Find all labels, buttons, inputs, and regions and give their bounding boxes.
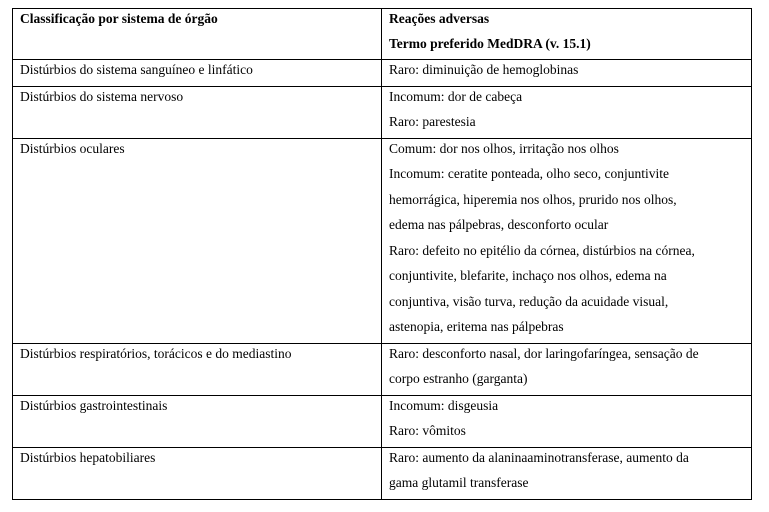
organ-system-label: Distúrbios oculares <box>20 140 125 156</box>
organ-system-label: Distúrbios hepatobiliares <box>20 449 156 465</box>
header-organ-system <box>13 9 382 60</box>
header-meddra-term-label: Termo preferido MedDRA (v. 15.1) <box>389 36 591 51</box>
reaction-line: corpo estranho (garganta) <box>389 371 528 386</box>
organ-system-cell <box>13 447 382 499</box>
adverse-reactions-cell <box>382 395 752 447</box>
reaction-line: astenopia, eritema nas pálpebras <box>389 319 564 334</box>
reaction-line: Raro: parestesia <box>389 114 476 129</box>
reaction-line: hemorrágica, hiperemia nos olhos, prurido nos olhos, <box>389 191 677 207</box>
table-row <box>13 138 752 343</box>
reaction-line: conjuntivite, blefarite, inchaço nos olhos, edema na <box>389 268 667 283</box>
organ-system-label: Distúrbios do sistema sanguíneo e linfático <box>20 62 253 77</box>
reaction-line: Incomum: dor de cabeça <box>389 88 523 104</box>
reaction-line: Incomum: ceratite ponteada, olho seco, conjuntivite <box>389 166 670 181</box>
table-row <box>13 86 752 138</box>
reaction-line: Raro: diminuição de hemoglobinas <box>389 62 579 77</box>
adverse-reactions-cell <box>382 343 752 395</box>
reaction-line: Raro: aumento da alaninaaminotransferase, aumento da <box>389 449 689 465</box>
organ-system-label: Distúrbios gastrointestinais <box>20 397 168 413</box>
reaction-line: Raro: defeito no epitélio da córnea, distúrbios na córnea, <box>389 242 695 258</box>
header-adverse-reactions <box>382 9 752 60</box>
adverse-reactions-cell <box>382 86 752 138</box>
organ-system-label: Distúrbios respiratórios, torácicos e do mediastino <box>20 345 292 361</box>
table-row <box>13 60 752 87</box>
table-row <box>13 343 752 395</box>
adverse-reactions-cell <box>382 138 752 343</box>
organ-system-cell <box>13 343 382 395</box>
table-row <box>13 447 752 499</box>
header-organ-system-label: Classificação por sistema de órgão <box>20 11 218 26</box>
reaction-line: Incomum: disgeusia <box>389 397 499 413</box>
reaction-line: edema nas pálpebras, desconforto ocular <box>389 217 609 232</box>
organ-system-label: Distúrbios do sistema nervoso <box>20 88 184 104</box>
table-row <box>13 395 752 447</box>
organ-system-cell <box>13 138 382 343</box>
adverse-reactions-cell <box>382 447 752 499</box>
reaction-line: Comum: dor nos olhos, irritação nos olhos <box>389 140 619 156</box>
reaction-line: Raro: vômitos <box>389 423 466 438</box>
reaction-line: Raro: desconforto nasal, dor laringofaríngea, sensação de <box>389 345 699 361</box>
reaction-line: conjuntiva, visão turva, redução da acuidade visual, <box>389 293 669 309</box>
reaction-line: gama glutamil transferase <box>389 475 529 490</box>
organ-system-cell <box>13 395 382 447</box>
header-row <box>13 9 752 60</box>
organ-system-cell <box>13 86 382 138</box>
organ-system-cell <box>13 60 382 87</box>
adverse-reactions-cell <box>382 60 752 87</box>
table-header <box>13 9 752 60</box>
header-adverse-reactions-label: Reações adversas <box>389 11 490 26</box>
adverse-reactions-table <box>12 8 752 500</box>
table-body <box>13 60 752 500</box>
